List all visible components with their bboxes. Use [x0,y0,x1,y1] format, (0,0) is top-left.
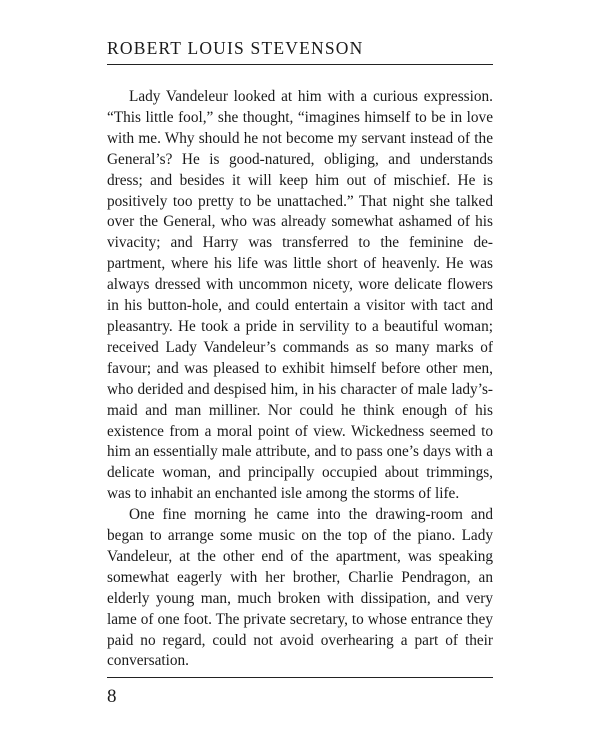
paragraph-1: Lady Vandeleur looked at him with a curious expression. “This little fool,” she thought, “imagines himself to be in love with me. Why should he not become my servant instead of the General’s? He is good-natured, obliging, and understands dress; and besides it will keep him out of mischief. He is positively too pretty to be unattached.” That night she talked over the General, who was already somewhat ashamed of his vivacity; and Harry was transferred to the feminine department, where his life was little short of heavenly. He was always dressed with uncommon nicety, wore delicate flowers in his button-hole, and could entertain a visitor with tact and pleasantry. He took a pride in servility to a beautiful woman; received Lady Vandeleur’s commands as so many marks of favour; and was pleased to exhibit himself before other men, who derided and despised him, in his character of male lady’s-maid and man milliner. Nor could he think enough of his existence from a moral point of view. Wickedness seemed to him an essentially male attribute, and to pass one’s days with a delicate woman, and principally occupied about trimmings, was to inhabit an enchanted isle among the storms of life. [107,88,493,503]
header-rule [107,64,493,65]
body-text [107,87,493,672]
page-number: 8 [107,686,117,707]
paragraph-2: One fine morning he came into the drawing-room and began to arrange some music on the top of the piano. Lady Vandeleur, at the other end of the apartment, was speaking somewhat eagerly with her brother, Charlie Pendragon, an elderly young man, much broken with dissipation, and very lame of one foot. The private secretary, to whose entrance they paid no regard, could not avoid overhearing a part of their conversation. [107,506,493,670]
footer-rule [107,677,493,678]
running-head: ROBERT LOUIS STEVENSON [107,38,364,58]
